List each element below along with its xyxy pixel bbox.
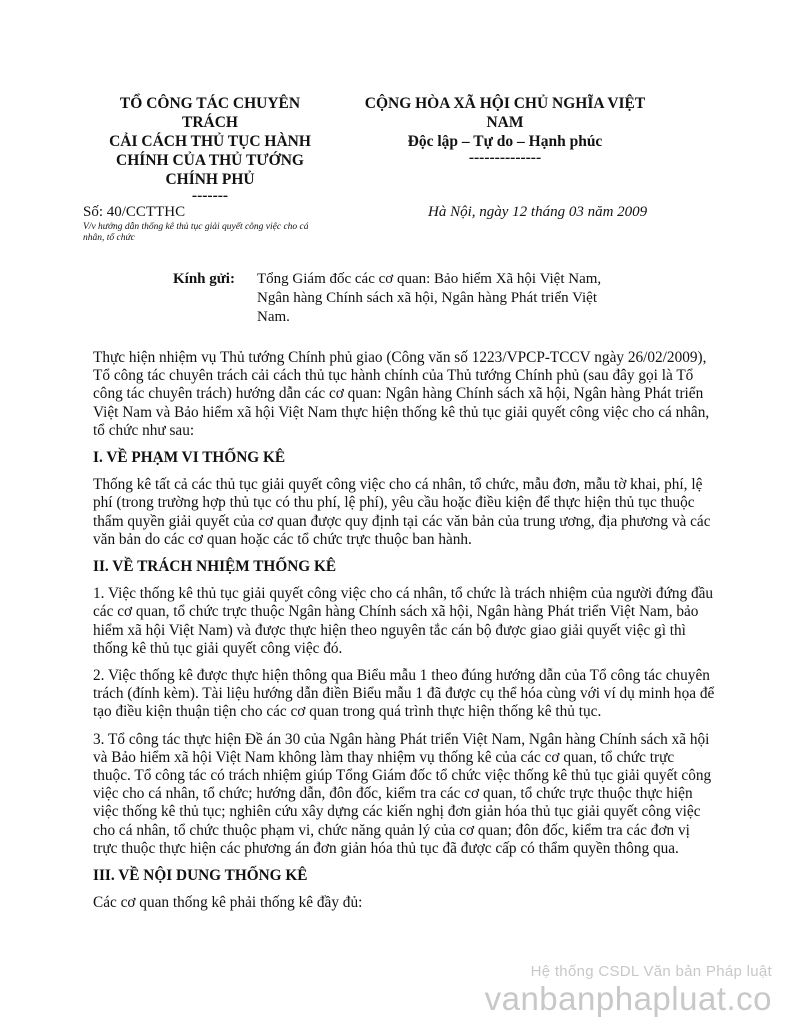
watermark-domain: vanbanphapluat.co (484, 980, 772, 1017)
nation-line: CỘNG HÒA XÃ HỘI CHỦ NGHĨA VIỆT (364, 95, 646, 112)
document-header (0, 94, 800, 254)
national-motto (355, 94, 655, 165)
org-line: TỔ CÔNG TÁC CHUYÊN (119, 95, 301, 112)
recipient-text: Tổng Giám đốc các cơ quan: Bảo hiểm Xã hội Việt Nam, Ngân hàng Chính sách xã hội, Ngân hàng Phát triển Việt Nam. (257, 271, 602, 325)
org-line: CHÍNH CỦA THỦ TƯỚNG (116, 152, 304, 169)
motto-line: Độc lập – Tự do – Hạnh phúc (407, 133, 603, 150)
site-watermark (485, 963, 772, 1016)
org-line: TRÁCH (182, 114, 238, 131)
org-line: CẢI CÁCH THỦ TỤC HÀNH (109, 133, 311, 150)
place-and-date: Hà Nội, ngày 12 tháng 03 năm 2009 (428, 204, 648, 220)
document-number: Số: 40/CCTTHC (83, 204, 186, 220)
nation-line: NAM (486, 114, 524, 131)
document-subject: V/v hướng dẫn thống kê thủ tục giải quyết công việc cho cá nhân, tổ chức (83, 222, 309, 243)
issuing-organization (105, 94, 315, 203)
section-heading-scope: I. VỀ PHẠM VI THỐNG KÊ (93, 449, 286, 467)
section-heading-responsibility: II. VỀ TRÁCH NHIỆM THỐNG KÊ (93, 558, 337, 576)
responsibility-item-3: 3. Tổ công tác thực hiện Đề án 30 của Ngân hàng Phát triển Việt Nam, Ngân hàng Chính sách xã hội và Bảo hiểm xã hội Việt Nam không làm thay nhiệm vụ thống kê của các cơ quan, tổ chức trực thuộc. Tổ công tác có trách nhiệm giúp Tổng Giám đốc tổ chức việc thống kê thủ tục giải quyết công việc cho cá nhân, tổ chức; hướng dẫn, đôn đốc, kiểm tra các cơ quan, tổ chức trực thuộc thực hiện việc thống kê thủ tục; nghiên cứu xây dựng các kiến nghị đơn giản hóa thủ tục giải quyết công việc cho cá nhân, tổ chức thuộc phạm vi, chức năng quản lý của cơ quan; đôn đốc, kiểm tra các đơn vị trực thuộc thực hiện các phương án đơn giản hóa thủ tục đã được cấp có thẩm quyền thông qua. (93, 730, 712, 857)
section-scope-text: Thống kê tất cả các thủ tục giải quyết công việc cho cá nhân, tổ chức, mẫu đơn, mẫu tờ khai, phí, lệ phí (trong trường hợp thủ tục có thu phí, lệ phí), yêu cầu hoặc điều kiện để thực hiện thủ tục thuộc thẩm quyền giải quyết của cơ quan được quy định tại các văn bản của trung ương, địa phương và các văn bản do các cơ quan hoặc các tổ chức trực thuộc ban hành. (93, 476, 711, 548)
intro-paragraph: Thực hiện nhiệm vụ Thủ tướng Chính phủ giao (Công văn số 1223/VPCP-TCCV ngày 26/02/2009), Tổ công tác chuyên trách cải cách thủ tục hành chính của Thủ tướng Chính phủ (sau đây gọi là Tổ công tác chuyên trách) hướng dẫn các cơ quan: Ngân hàng Chính sách xã hội, Ngân hàng Phát triển Việt Nam và Bảo hiểm xã hội Việt Nam thực hiện thống kê thủ tục giải quyết công việc cho cá nhân, tổ chức như sau: (93, 349, 710, 439)
responsibility-item-1: 1. Việc thống kê thủ tục giải quyết công việc cho cá nhân, tổ chức là trách nhiệm của người đứng đầu các cơ quan, tổ chức trực thuộc Ngân hàng Chính sách xã hội, Ngân hàng Phát triển Việt Nam, bảo hiểm xã hội Việt Nam) và được thực hiện theo nguyên tắc cán bộ được giao giải quyết việc gì thì thống kê thủ tục giải quyết công việc đó. (93, 585, 714, 657)
section-heading-content: III. VỀ NỘI DUNG THỐNG KÊ (93, 867, 308, 885)
document-body (93, 349, 715, 921)
org-divider: ------- (191, 187, 229, 204)
org-line: CHÍNH PHỦ (165, 171, 255, 188)
recipient-label: Kính gửi: (173, 271, 235, 287)
responsibility-item-2: 2. Việc thống kê được thực hiện thông qua Biểu mẫu 1 theo đúng hướng dẫn của Tổ công tác chuyên trách (đính kèm). Tài liệu hướng dẫn điền Biểu mẫu 1 đã được cụ thể hóa cùng với ví dụ minh họa để tạo điều kiện thuận tiện cho các cơ quan trong quá trình thực hiện thống kê thủ tục. (93, 667, 715, 721)
watermark-caption: Hệ thống CSDL Văn bản Pháp luật (530, 963, 772, 980)
section-content-text: Các cơ quan thống kê phải thống kê đầy đủ: (93, 894, 363, 912)
motto-divider: -------------- (468, 149, 542, 166)
